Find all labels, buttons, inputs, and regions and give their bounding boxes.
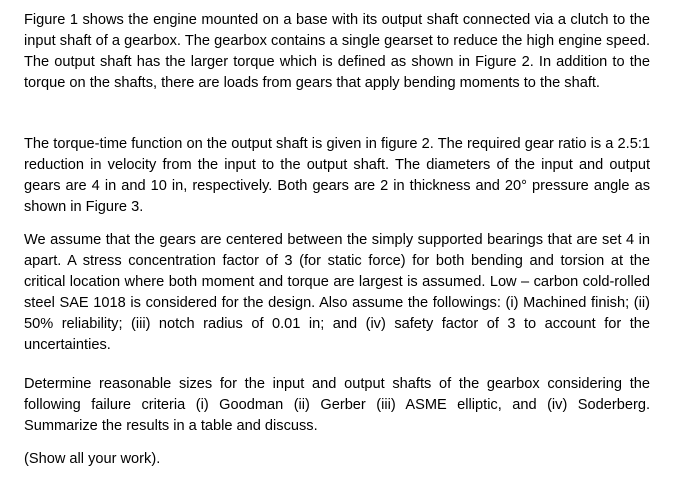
paragraph-assumptions: We assume that the gears are centered between the simply supported bearings that are set 4 in apart. A stress concentration factor of 3 (for static force) for both bending and torsion at the critical location where both moment and torque are largest is assumed. Low – carbon cold-rolled steel SAE 1018 is considered for the design. Also assume the followings: (i) Machined finish; (ii) 50% reliability; (iii) notch radius of 0.01 in; and (iv) safety factor of 3 to account for the uncertainties. bbox=[24, 232, 650, 353]
paragraph-setup-description: Figure 1 shows the engine mounted on a base with its output shaft connected via a clutch to the input shaft of a gearbox. The gearbox contains a single gearset to reduce the high engine speed. The output shaft has the larger torque which is defined as shown in Figure 2. In addition to the torque on the shafts, there are loads from gears that apply bending moments to the shaft. bbox=[24, 12, 650, 91]
paragraph-show-work: (Show all your work). bbox=[24, 451, 161, 467]
paragraph-task: Determine reasonable sizes for the input and output shafts of the gearbox considering the following failure criteria (i) Goodman (ii) Gerber (iii) ASME elliptic, and (iv) Soderberg. Summarize the results in a table and discuss. bbox=[24, 376, 650, 434]
paragraph-torque-and-gears: The torque-time function on the output shaft is given in figure 2. The required gear ratio is a 2.5:1 reduction in velocity from the input to the output shaft. The diameters of the input and output gears are 4 in and 10 in, respectively. Both gears are 2 in thickness and 20° pressure angle as shown in Figure 3. bbox=[24, 136, 650, 215]
